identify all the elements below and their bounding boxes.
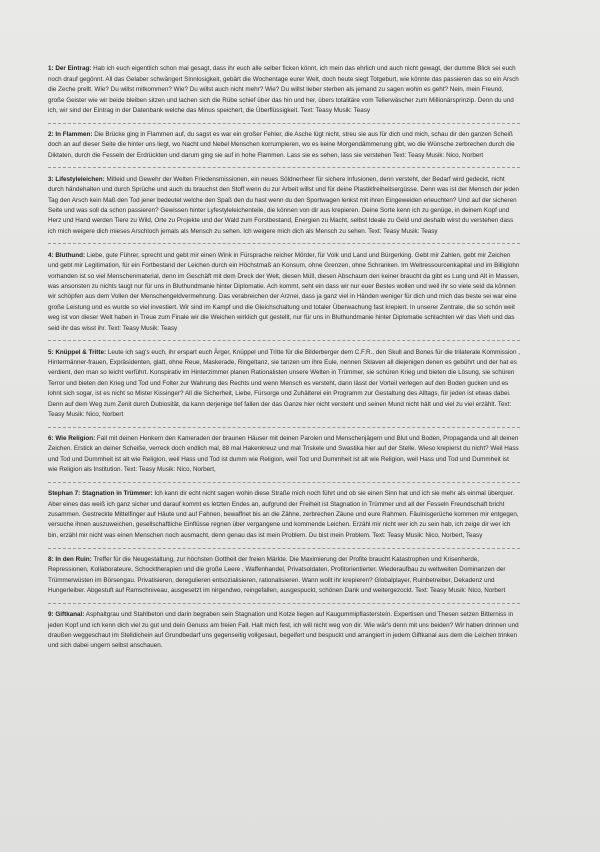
entry-title: Stephan 7: Stagnation in Trümmer: <box>48 490 153 498</box>
entry-title: 5: Knüppel & Tritte: <box>48 348 107 356</box>
divider <box>48 167 520 168</box>
lyrics-list <box>48 58 520 658</box>
divider <box>48 340 520 341</box>
entry-text: Die Brücke ging in Flammen auf, du sagst es war ein großer Fehler, die Asche lügt nicht, streu sie aus für dich und mich, schau dir den ganzen Scheiß doch an auf dieser Seite die hinter uns liegt, wo Nacht und Nebel Menschen korrumpieren, wo es keine Morgendämmerung gibt, wo die Wünsche zerbrechen durch die Diktaten, durch die Fesseln der Erdrückten und darum ging sie auf in hohe Flammen. Lass sie es sehen, lass sie verstehen Text: Teasy Musik: Nico, Norbert <box>48 130 515 159</box>
entry-text: Leute ich sag's euch, ihr erspart euch Ärger, Knüppel und Tritte für die Bilderberger dem C.F.R., den Skull and Bones für die trilaterale Kommission , Hintermänner-frauen, Expräsidenten, glatt, ohne Reue, Maskerade, Ringeltanz, sie tanzen um ihre Eule, nennen Sklaven all diejenigen denen es gebührt und der hat es verdient, den man so leicht verführt. Konspirativ im Hinterzimmer planen Rationalisten unsere Welten in Trümmer, sie schüren Krieg und bieten die Lösung, sie schüren Terror und bieten den Krieg und Tod und Folter zur Wahrung des Rechts und wenn Mensch es versteht, dann lässt der Vorteil verlegen auf den Boden gucken und es lohnt sich sogar, ist es nicht so Mister Kissinger? All die Sicherheit, Liebe, Fürsorge und Zuhälterei ein Programm zur Gestaltung des Alltags, für jeden ist etwas dabei. Denn auf dem Weg zum Zenit durch Dubiosität, da kann derjenige tief fallen der das Ganze hier nicht versteht und seinen Mund nicht hält und viel zu viel erzählt. Text: Teasy Musik: Nico, Norbert <box>48 348 520 419</box>
divider <box>48 123 520 124</box>
divider <box>48 603 520 604</box>
entry-text: Treffer für die Neugestaltung, zur höchsten Gottheit der freien Märkte. Die Maximierung der Profite braucht Katastrophen und Krisenherde, Repressionen, Kollaborateure, Schocktherapien und die große Leere , Waffenhandel, Privatsoldaten, Profitorientierter. Wiederaufbau zu weltweiten Dominanzen der Trümmerwüsten im Börsengau. Privatisieren, deregulieren entsozialisieren, rationalisieren. Wann wollt ihr krepieren? Globalplayer, Ruinbetreiber, Dekadenz und Hungerleiber. Abgestuft auf Ramschniveau, ausgesetzt im nirgendwo, reingefallen, ausgespuckt, schönen Dank und weitergezockt. Text: Teasy Musik: Nico, Norbert <box>48 555 506 595</box>
entry-title: 4: Bluthund: <box>48 251 86 259</box>
entry-text: Ich kann dir echt nicht sagen wohin diese Straße mich noch führt und ob sie einen Sinn hat und ich sie mehr als einmal überquer. Aber eines das weiß ich ganz sicher und darauf kommt es letzten Endes an, aufgrund der Freiheit ist Stagnation in Trümmer und all der Fesseln Freundschaft bricht zusammen. Gestreckte Mittelfinger auf Häute und auf Fahnen, bewaffnet bis an die Zähne, zerbrechen Zäune und eure Rahmen. Fäulnisgerüche kommen mir entgegen, versuche ihnen auszuweichen, gesellschaftliche Einflüsse regnen über vergangene und kommende Leichen. Erzähl mir nicht wer ich zu sein hab, ich zeige dir wer ich bin, erzähl mir nicht was einen Menschen noch ausmacht, denn genau das ist mein Problem. Du bist mein Problem. Text: Teasy Musik: Nico, Norbert, Teasy <box>48 490 519 539</box>
entry-text: Hab ich euch eigentlich schon mal gesagt, dass ihr euch alle selber ficken könnt, ich mein das ehrlich und auch nicht gewagt, der dumme Blick sei euch noch drauf gegönnt. All das Gelaber schwängert Sinnlosigkeit, gebärt die Wochentage eurer Welt, doch heute siegt Totgeburt, wie könnte das passieren das so ein Arsch die Zeche prellt. Wie? Du willst mitkommen? Wie? Du willst auch nicht mehr? Wie? Du willst lieber sterben als jemand zu sagen wohin es geht? Nein, mein Freund, große Geister wie wir beide bleiben sitzen und lachen sich die Rübe schief über das hin und her, übers totalitäre vom Tellerwäscher zum Millionärsprinzip. Denn du und ich, wir sind der Eintrag in der Datenbank welche das Minus speichert, die Überflüssigkeit. Text: Teasy Musik: Teasy <box>48 65 519 114</box>
divider <box>48 427 520 428</box>
lyrics-entry <box>48 489 520 541</box>
entry-title: 8: In den Ruin: <box>48 555 92 563</box>
entry-title: 1: Der Eintrag: <box>48 65 92 73</box>
lyrics-entry <box>48 348 520 421</box>
entry-title: 9: Giftkanal: <box>48 611 85 619</box>
entry-text: Asphaltgrau und Stahlbeton und darin begraben sein Stagnation und Kotze liegen auf Kaugummipflastersteín. Expertisen und Thesen setzen Bitterniss in jeden Kopf und ich kenn dich viel zu gut und dein Genuss am freien Fall. Halt mich fest, ich will nicht weg von dir. Wie wär's denn mit uns beiden? Wir haben drinnen und draußen weggeschaut im Stelldichein auf Grundbedarf uns gegenseitig vollgesaut, begeifert und bespuckt und arrangiert in jedem Giftkanal aus dem die Leichen trinken und sich dabei ungern selbst anschauen. <box>48 611 519 650</box>
lyrics-entry <box>48 610 520 652</box>
lyrics-entry <box>48 175 520 237</box>
entry-title: 2: In Flammen: <box>48 130 93 138</box>
lyrics-entry <box>48 251 520 334</box>
entry-text: Liebe, gute Führer, sprecht und gebt mir einen Wink in Fürsprache reicher Mörder, für Volk und Land und Bürgerking. Gebt mir Zahlen, gebt mir Zeichen und gebt mir Legitimation, für ein Fortbestand der Leichen durch ein Höchstmaß an Konsum, ohne Grenzen, ohne Schranken. Im Weltressourcenkapital und im Billiglohn vorhanden ist so viel Menschenmaterial, denn im Geschäft mit dem Dreck der Welt, diesen Müll, diesen Abschaum den keiner braucht da gibt es Lung und Alt in Massen, was ansonsten zu nichts taugt nur für uns in Bluthundmanie hinter Diplomatie. Ach kommt, seht ein dass wir nur euer Bestes wollen und weil ihr so viele seid da können wir schöpfen aus dem Vollen der Menschengeldvermehrung. Das verabreichen der Arznei, dass ja ganz viel in Händen weniger für dich und mich das beste sei war eine große Leistung und es wurde so viel investiert. Wir sind im Kampf und die Gleichschaltung und totaler Überwachung fast krepiert. In unserer Zentrale, die so schön weit weg ist von dieser Welt haben in Treue zum Finale wir die Weichen wirklich gut gestellt, nur für uns in Bluthundmanie hinter Diplomatie schlachten wir das Vieh und das seid ihr das wisst ihr. Text: Teasy Musik: Teasy <box>48 251 520 332</box>
lyrics-entry <box>48 434 520 476</box>
divider <box>48 243 520 244</box>
entry-title: 6: Wie Religion: <box>48 435 96 443</box>
entry-text: Fall mit deinen Henkern den Kameraden der braunen Häuser mit deinen Parolen und Menschenjägern und Blut und Boden, Propaganda und all deinen Zeichen. Erstick an deiner Scheiße, verreck doch endlich mal, 88 mal Hakenkreuz und mal Triskele und Swastika hier auf der Stelle. Wieso krepierst du nicht? Weil Hass und Tod und Dummheit ist alt wie Religion, weil Hass und Tod ist dumm wie Religion, weil Tod und Dummheit ist alt wie Religion, weil Hass und Tod und Dummheit ist wie Religion als Institution. Text: Teasy Musik: Nico, Norbert, <box>48 435 519 474</box>
entry-text: Mitleid und Gewehr der Welten Friedensmissionen, ein neues Söldnerheer für sichere Infusionen, denn versteht, der Bedarf wird gedeckt, nicht durch händehalten und durch Sprüche und auch du brauchst den Stoff wenn du zur Arbeit willst und für deine Plastikfreiheitsergüsse. Denn was ist der Mensch der jeden Tag den Arsch kein Maß den Tod jener bedeutet welche den Spaß den du hast wenn du den Sportwagen lenkst mit ihren Eingeweiden erleuchten? Und auf der sicheren Seite und was soll da schon passieren? Gewissen hinter Lyfestyleleichenteile, die können von dir aus krepieren. Deine Sorte kenn ich zu genüge, in deinem Kopf und Herz und Hand werden Tiere zu Wild, Orte zu Projekte und der Wald zum Forstbestand, Energien zu Macht, selbst Ideale zu Geld und deshalb wirst du verstehen dass ich mich weigere dich mieses Arschloch jemals als Mensch zu sehen. Ich weigere mich dich als Mensch zu sehen. Text: Teasy Musik: Teasy <box>48 175 520 235</box>
lyrics-entry <box>48 555 520 597</box>
divider <box>48 548 520 549</box>
lyrics-entry <box>48 130 520 161</box>
lyrics-entry <box>48 64 520 116</box>
divider <box>48 482 520 483</box>
entry-title: 3: Lifestyleleichen: <box>48 175 105 183</box>
